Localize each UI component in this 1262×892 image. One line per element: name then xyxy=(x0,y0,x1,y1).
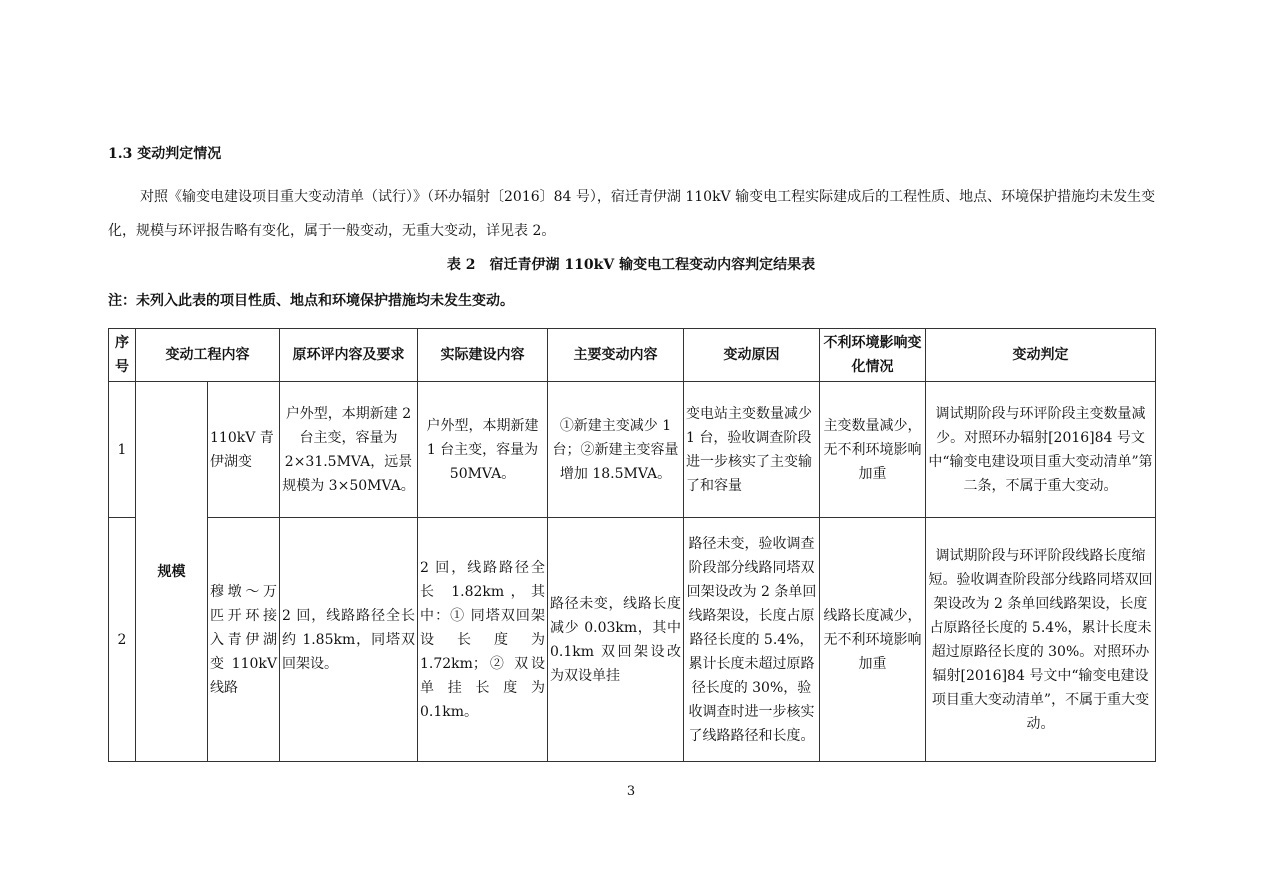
section-title: 1.3 变动判定情况 xyxy=(108,146,222,162)
row-reason: 路径未变，验收调查阶段部分线路同塔双回架设改为 2 条单回线路架设，长度占原路径长度的 5.4%，累计长度未超过原路径长度的 30%，验收调查时进一步核实了线路路径和长度。 xyxy=(684,518,820,762)
row-item: 穆墩～万匹开环接入青伊湖变 110kV 线路 xyxy=(208,518,280,762)
row-item: 110kV 青伊湖变 xyxy=(208,382,280,518)
row-seq: 1 xyxy=(109,382,136,518)
intro-paragraph-text: 对照《输变电建设项目重大变动清单（试行）》（环办辐射〔2016〕84 号），宿迁青伊湖 110kV 输变电工程实际建成后的工程性质、地点、环境保护措施均未发生变化，规模与环评报告略有变化，属于一般变动，无重大变动，详见表 2。 xyxy=(108,189,1156,239)
row-impact: 线路长度减少，无不利环境影响加重 xyxy=(820,518,926,762)
header-actual: 实际建设内容 xyxy=(418,329,548,382)
change-judgment-table xyxy=(108,328,1156,762)
row-original: 户外型，本期新建 2 台主变，容量为 2×31.5MVA，远景规模为 3×50MVA。 xyxy=(280,382,418,518)
header-original: 原环评内容及要求 xyxy=(280,329,418,382)
header-impact: 不利环境影响变化情况 xyxy=(820,329,926,382)
table-row xyxy=(109,382,1156,518)
row-reason: 变电站主变数量减少 1 台，验收调查阶段进一步核实了主变输了和容量 xyxy=(684,382,820,518)
table-caption: 表 2 宿迁青伊湖 110kV 输变电工程变动内容判定结果表 xyxy=(446,257,816,273)
row-change: 路径未变，线路长度减少 0.03km，其中 0.1km 双回架设改为双设单挂 xyxy=(548,518,684,762)
header-judgment: 变动判定 xyxy=(926,329,1156,382)
intro-paragraph xyxy=(108,180,1158,248)
header-seq: 序号 xyxy=(109,329,136,382)
row-impact: 主变数量减少，无不利环境影响加重 xyxy=(820,382,926,518)
row-actual: 2 回，线路路径全长 1.82km，其中：① 同塔双回架设长度为 1.72km；② 双设单挂长度为 0.1km。 xyxy=(418,518,548,762)
header-change: 主要变动内容 xyxy=(548,329,684,382)
table-header-row xyxy=(109,329,1156,382)
row-change: ①新建主变减少 1 台；②新建主变容量增加 18.5MVA。 xyxy=(548,382,684,518)
row-judgment: 调试期阶段与环评阶段主变数量减少。对照环办辐射[2016]84 号文中“输变电建设项目重大变动清单”第二条，不属于重大变动。 xyxy=(926,382,1156,518)
header-reason: 变动原因 xyxy=(684,329,820,382)
table-row xyxy=(109,518,1156,762)
row-original: 2 回，线路路径全长约 1.85km，同塔双回架设。 xyxy=(280,518,418,762)
table-note: 注：未列入此表的项目性质、地点和环境保护措施均未发生变动。 xyxy=(108,293,514,309)
row-category: 规模 xyxy=(136,382,208,762)
header-item: 变动工程内容 xyxy=(136,329,280,382)
row-actual: 户外型，本期新建 1 台主变，容量为 50MVA。 xyxy=(418,382,548,518)
page-number: 3 xyxy=(626,784,636,799)
row-seq: 2 xyxy=(109,518,136,762)
row-judgment: 调试期阶段与环评阶段线路长度缩短。验收调查阶段部分线路同塔双回架设改为 2 条单回线路架设，长度占原路径长度的 5.4%，累计长度未超过原路径长度的 30%。对照环办辐射[2016]84 号文中“输变电建设项目重大变动清单”，不属于重大变动。 xyxy=(926,518,1156,762)
